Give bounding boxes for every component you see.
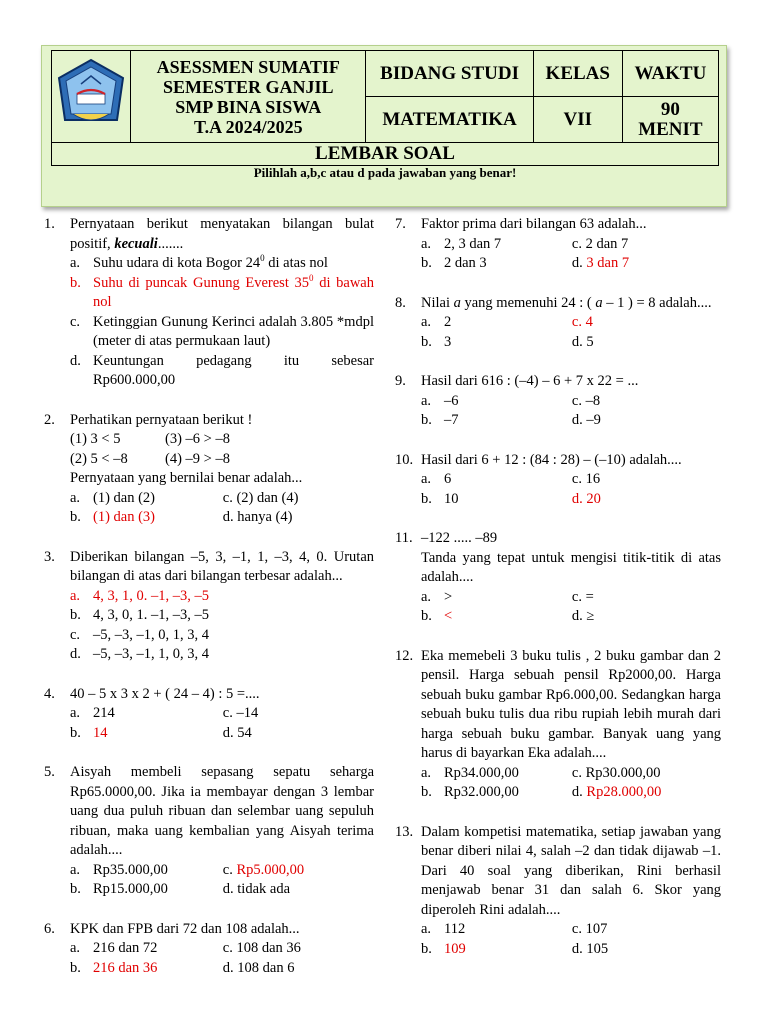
- option-c-answer[interactable]: [223, 861, 374, 881]
- option-c[interactable]: [572, 588, 721, 608]
- option-c[interactable]: [223, 939, 374, 959]
- option-letter: d.: [571, 784, 583, 800]
- option-b[interactable]: [70, 606, 374, 626]
- option-letter: b.: [421, 784, 432, 800]
- option-text: =: [585, 588, 594, 605]
- exam-title-line-3: SMP BINA SISWA: [175, 96, 322, 117]
- option-text: 2, 3 dan 7: [444, 235, 502, 252]
- option-letter: d.: [571, 608, 583, 624]
- option-text: 216 dan 72: [93, 940, 158, 956]
- option-c[interactable]: [223, 704, 374, 724]
- option-text: <: [444, 608, 453, 624]
- option-letter: a.: [421, 235, 432, 252]
- option-b[interactable]: [421, 333, 572, 353]
- stem-text: Pernyataan berikut menyatakan bilangan bulat positif,: [70, 216, 374, 252]
- statement: (4) –9 > –8: [165, 450, 230, 467]
- option-text: 105: [586, 940, 609, 957]
- question-stem: Tanda yang tepat untuk mengisi titik-titik di atas adalah....: [421, 549, 721, 585]
- option-text: 107: [585, 921, 608, 937]
- class-value: VII: [533, 97, 622, 143]
- option-letter: b.: [421, 412, 432, 428]
- option-d[interactable]: [572, 333, 721, 353]
- option-letter: d.: [70, 646, 81, 662]
- option-word: itu: [283, 352, 300, 369]
- option-c[interactable]: [572, 764, 721, 784]
- option-b[interactable]: [70, 880, 223, 900]
- option-letter: b.: [70, 724, 81, 741]
- time-label: WAKTU: [622, 51, 718, 97]
- option-text: Rp15.000,00: [93, 881, 168, 897]
- question-5: [44, 763, 374, 900]
- option-text: 54: [237, 724, 252, 741]
- options-row: [421, 588, 721, 608]
- option-text: –14: [236, 705, 259, 721]
- option-letter: a.: [70, 940, 81, 956]
- options-row: [421, 313, 721, 333]
- option-text: 16: [585, 471, 601, 487]
- option-d[interactable]: [223, 880, 374, 900]
- stem-emphasis: kecuali: [114, 235, 158, 252]
- option-b-answer[interactable]: [421, 940, 572, 960]
- option-a[interactable]: [421, 392, 572, 412]
- option-letter: c.: [222, 861, 233, 878]
- option-a[interactable]: [70, 489, 223, 509]
- question-6: [44, 920, 374, 979]
- option-text: Rp34.000,00: [444, 764, 519, 781]
- option-a[interactable]: [421, 920, 572, 940]
- options-row: [421, 470, 721, 490]
- option-a-answer[interactable]: [70, 587, 374, 607]
- question-number: 7.: [395, 216, 406, 232]
- option-letter: c.: [70, 313, 81, 330]
- option-word: sebesar: [331, 352, 374, 369]
- option-text: ≥: [586, 608, 595, 624]
- option-letter: c.: [571, 588, 582, 605]
- option-letter: d.: [571, 255, 583, 271]
- options-row: [70, 704, 374, 724]
- option-a[interactable]: [70, 704, 223, 724]
- option-letter: c.: [571, 471, 582, 487]
- option-letter: c.: [571, 314, 582, 330]
- option-text: Ketinggian Gunung Kerinci adalah 3.805 *mdpl (meter di atas permukaan laut): [93, 313, 374, 349]
- option-b-answer[interactable]: [70, 959, 223, 979]
- question-3: [44, 548, 374, 665]
- question-number: 12.: [395, 647, 414, 664]
- option-c[interactable]: [572, 920, 721, 940]
- stem-variable: a: [453, 294, 461, 311]
- question-stem: Diberikan bilangan –5, 3, –1, 1, –3, 4, 0. Urutan bilangan di atas dari bilangan terbesar adalah...: [70, 548, 374, 584]
- option-d[interactable]: [223, 959, 374, 979]
- option-letter: b.: [421, 608, 432, 624]
- option-text: 20: [586, 490, 601, 507]
- option-letter: a.: [421, 314, 432, 330]
- question-stem: 40 – 5 x 3 x 2 + ( 24 – 4) : 5 =....: [70, 685, 260, 702]
- option-letter: a.: [421, 471, 432, 487]
- option-c[interactable]: [70, 313, 374, 352]
- option-b[interactable]: [421, 411, 572, 431]
- option-text: 6: [444, 471, 452, 487]
- option-text: Rp28.000,00: [586, 784, 662, 800]
- stem-text: yang memenuhi 24 : (: [460, 294, 596, 311]
- option-b[interactable]: [421, 254, 572, 274]
- option-letter: d.: [222, 881, 234, 897]
- school-logo: [53, 54, 129, 134]
- option-text: Suhu udara di kota Bogor 24: [93, 255, 261, 271]
- question-stem: [70, 215, 374, 254]
- options-row: [421, 764, 721, 784]
- question-12: [395, 647, 721, 803]
- option-letter: d.: [222, 509, 234, 525]
- option-text: 4: [585, 314, 593, 330]
- question-stem: Aisyah membeli sepasang sepatu seharga Rp65.0000,00. Jika ia membayar dengan 3 lembar uang dua puluh ribuan dan selembar uang sepuluh ribuan, maka uang kembalian yang Aisyah terima adalah....: [70, 764, 374, 858]
- option-letter: b.: [70, 959, 81, 976]
- question-stem: Eka memebeli 3 buku tulis , 2 buku gambar dan 2 pensil. Harga sebuah pensil Rp2000,00. Harga sebuah buku gambar Rp6.000,00. Sedangkan harga sebuah buku tulis dua ribu rupiah lebih murah dari harga sebuah buku gambar. Banyak uang yang harus di bayarkan Eka adalah....: [421, 647, 721, 761]
- option-letter: a.: [421, 764, 432, 781]
- question-stem: –122 ..... –89: [421, 530, 498, 546]
- option-letter: c.: [571, 392, 582, 409]
- option-letter: a.: [70, 587, 81, 604]
- option-text: 2 dan 7: [585, 235, 629, 252]
- option-text: (1) dan (2): [93, 489, 156, 506]
- question-stem: Hasil dari 616 : (–4) – 6 + 7 x 22 = ...: [421, 373, 639, 389]
- option-text: 4, 3, 1, 0. –1, –3, –5: [93, 587, 209, 604]
- option-text: Rp32.000,00: [444, 784, 519, 800]
- time-value-number: 90: [660, 98, 680, 120]
- option-text: 109: [444, 940, 466, 957]
- options-row: [70, 939, 374, 959]
- question-4: [44, 685, 374, 744]
- options-row: [421, 490, 721, 510]
- option-letter: b.: [70, 607, 81, 623]
- option-letter: c.: [571, 764, 582, 781]
- option-text: Suhu di puncak Gunung Everest 35: [93, 274, 310, 291]
- option-text: di bawah nol: [93, 274, 374, 310]
- question-9: [395, 372, 721, 431]
- subject-label: BIDANG STUDI: [366, 51, 533, 97]
- option-letter: b.: [70, 509, 81, 525]
- option-c[interactable]: [223, 489, 374, 509]
- option-letter: b.: [70, 881, 81, 897]
- question-stem: Dalam kompetisi matematika, setiap jawaban yang benar diberi nilai 4, salah –2 dan tidak dijawab –1. Dari 40 soal yang diberikan, Rini berhasil menjawab benar 31 dan salah 6. Skor yang diperoleh Rini adalah....: [421, 823, 721, 918]
- option-d[interactable]: [572, 607, 721, 627]
- options-row: [70, 508, 374, 528]
- options-row: [70, 861, 374, 881]
- statement: (2) 5 < –8: [70, 450, 128, 467]
- question-number: 6.: [44, 920, 55, 937]
- option-word: pedagang: [196, 352, 252, 369]
- question-number: 13.: [395, 823, 414, 840]
- option-c[interactable]: [572, 470, 721, 490]
- statement: (1) 3 < 5: [70, 431, 121, 447]
- option-text: Rp600.000,00: [93, 372, 176, 388]
- options-row: [421, 392, 721, 412]
- stem-variable: a: [595, 294, 603, 311]
- option-a[interactable]: [421, 470, 572, 490]
- option-a[interactable]: [421, 235, 572, 255]
- option-text: –8: [585, 392, 601, 409]
- option-d[interactable]: [70, 645, 374, 665]
- question-number: 4.: [44, 685, 55, 702]
- option-text: 2: [444, 314, 452, 330]
- question-number: 5.: [44, 764, 55, 780]
- option-text: Rp30.000,00: [585, 764, 661, 781]
- question-13: [395, 823, 721, 960]
- option-letter: d.: [571, 412, 583, 428]
- superscript: 0: [260, 253, 265, 264]
- option-text: hanya (4): [237, 509, 293, 525]
- option-letter: b.: [421, 255, 432, 271]
- option-letter: b.: [421, 940, 432, 957]
- option-letter: a.: [421, 588, 432, 605]
- option-text: 5: [586, 333, 594, 350]
- option-text: 3 dan 7: [586, 255, 630, 271]
- option-text: (1) dan (3): [93, 509, 156, 525]
- question-number: 8.: [395, 294, 406, 311]
- option-letter: d.: [571, 490, 583, 507]
- option-letter: c.: [222, 940, 233, 956]
- option-text: –5, –3, –1, 1, 0, 3, 4: [93, 646, 209, 662]
- option-text: 4, 3, 0, 1. –1, –3, –5: [93, 607, 209, 623]
- option-text: 108 dan 6: [237, 959, 295, 976]
- option-b[interactable]: [421, 783, 572, 803]
- option-letter: c.: [222, 705, 233, 721]
- option-letter: c.: [571, 235, 582, 252]
- option-letter: a.: [421, 921, 432, 937]
- question-2: [44, 411, 374, 528]
- option-d[interactable]: [70, 352, 374, 391]
- option-text: >: [444, 588, 453, 605]
- option-text: 2 dan 3: [444, 255, 487, 271]
- option-letter: d.: [571, 333, 583, 350]
- option-d[interactable]: [223, 724, 374, 744]
- option-letter: b.: [421, 490, 432, 507]
- option-a[interactable]: [421, 313, 572, 333]
- option-letter: d.: [571, 940, 583, 957]
- statement-list: [70, 430, 374, 469]
- option-letter: a.: [70, 255, 81, 271]
- statement: (3) –6 > –8: [165, 431, 230, 447]
- option-letter: d.: [222, 959, 234, 976]
- option-letter: c.: [70, 626, 81, 643]
- option-text: –9: [586, 412, 601, 428]
- option-text: 10: [444, 490, 459, 507]
- exam-header: [41, 45, 727, 207]
- question-stem: KPK dan FPB dari 72 dan 108 adalah...: [70, 920, 300, 937]
- option-text: (2) dan (4): [236, 489, 299, 506]
- option-text: Rp35.000,00: [93, 861, 168, 878]
- option-b-answer[interactable]: [70, 724, 223, 744]
- sheet-title: LEMBAR SOAL: [52, 143, 719, 166]
- options-row: [421, 940, 721, 960]
- subject-value: MATEMATIKA: [366, 97, 533, 143]
- option-letter: d.: [222, 724, 234, 741]
- option-letter: b.: [421, 333, 432, 350]
- options-row: [421, 411, 721, 431]
- question-stem: Perhatikan pernyataan berikut !: [70, 411, 253, 428]
- options-row: [421, 254, 721, 274]
- option-c[interactable]: [70, 626, 374, 646]
- question-ask: Pernyataan yang bernilai benar adalah...: [70, 470, 303, 486]
- option-letter: c.: [222, 489, 233, 506]
- options-row: [421, 607, 721, 627]
- header-table: [51, 50, 719, 166]
- time-value: [622, 97, 718, 143]
- option-d[interactable]: [572, 940, 721, 960]
- stem-text: – 1 ) = 8 adalah....: [602, 294, 712, 311]
- option-text-line: [93, 352, 374, 372]
- question-number: 1.: [44, 216, 55, 232]
- question-number: 3.: [44, 548, 55, 565]
- option-c[interactable]: [572, 392, 721, 412]
- time-value-unit: MENIT: [638, 118, 703, 140]
- class-label: KELAS: [533, 51, 622, 97]
- exam-title: [131, 51, 366, 143]
- options-row: [421, 920, 721, 940]
- option-b-answer[interactable]: [70, 274, 374, 313]
- left-column: [44, 215, 374, 998]
- option-letter: a.: [70, 705, 81, 721]
- option-letter: b.: [70, 274, 81, 291]
- options-row: [70, 959, 374, 979]
- exam-title-line-2: SEMESTER GANJIL: [163, 76, 334, 97]
- option-b-answer[interactable]: [70, 508, 223, 528]
- option-c-answer[interactable]: [572, 313, 721, 333]
- options-row: [421, 783, 721, 803]
- option-letter: c.: [571, 921, 582, 937]
- option-text: 216 dan 36: [93, 959, 158, 976]
- question-stem: [421, 294, 721, 314]
- option-text: 3: [444, 333, 452, 350]
- question-7: [395, 215, 721, 274]
- question-number: 2.: [44, 411, 55, 428]
- option-b[interactable]: [421, 490, 572, 510]
- option-d-answer[interactable]: [572, 490, 721, 510]
- question-stem: Hasil dari 6 + 12 : (84 : 28) – (–10) adalah....: [421, 451, 682, 468]
- exam-title-line-4: T.A 2024/2025: [193, 116, 303, 137]
- options-row: [70, 489, 374, 509]
- question-10: [395, 451, 721, 510]
- option-text: –5, –3, –1, 0, 1, 3, 4: [93, 626, 209, 643]
- option-text: 112: [444, 921, 466, 937]
- option-a[interactable]: [70, 861, 223, 881]
- question-number: 9.: [395, 373, 406, 389]
- right-column: [395, 215, 721, 979]
- question-number: 10.: [395, 451, 414, 468]
- question-stem: Faktor prima dari bilangan 63 adalah...: [421, 216, 647, 232]
- option-a[interactable]: [70, 939, 223, 959]
- option-letter: a.: [70, 861, 81, 878]
- question-1: [44, 215, 374, 391]
- exam-title-line-1: ASESSMEN SUMATIF: [156, 56, 340, 77]
- option-word: Keuntungan: [93, 352, 164, 369]
- option-d-answer[interactable]: [572, 254, 721, 274]
- option-b-answer[interactable]: [421, 607, 572, 627]
- option-text: –7: [444, 412, 459, 428]
- option-text: 14: [93, 724, 108, 741]
- option-letter: d.: [70, 352, 81, 369]
- instruction: Pilihlah a,b,c atau d pada jawaban yang benar!: [253, 165, 517, 180]
- stem-dots: .......: [157, 235, 184, 252]
- options-row: [421, 333, 721, 353]
- superscript: 0: [309, 272, 314, 283]
- option-letter: a.: [421, 392, 432, 409]
- options-row: [70, 724, 374, 744]
- option-d[interactable]: [572, 411, 721, 431]
- options-row: [70, 880, 374, 900]
- option-letter: a.: [70, 489, 81, 506]
- option-text: tidak ada: [237, 881, 291, 897]
- option-text: –6: [444, 392, 459, 409]
- option-text: di atas nol: [264, 255, 328, 271]
- option-a[interactable]: [70, 254, 374, 274]
- option-d[interactable]: [223, 508, 374, 528]
- option-c[interactable]: [572, 235, 721, 255]
- option-a[interactable]: [421, 764, 572, 784]
- option-a[interactable]: [421, 588, 572, 608]
- option-text: 214: [93, 705, 115, 721]
- option-text: 108 dan 36: [236, 940, 301, 956]
- option-text: Rp5.000,00: [236, 861, 305, 878]
- question-11: [395, 529, 721, 627]
- question-number: 11.: [395, 530, 413, 546]
- option-d-answer[interactable]: [572, 783, 721, 803]
- school-logo-cell: [52, 51, 131, 143]
- stem-text: Nilai: [421, 294, 454, 311]
- question-8: [395, 294, 721, 353]
- options-row: [421, 235, 721, 255]
